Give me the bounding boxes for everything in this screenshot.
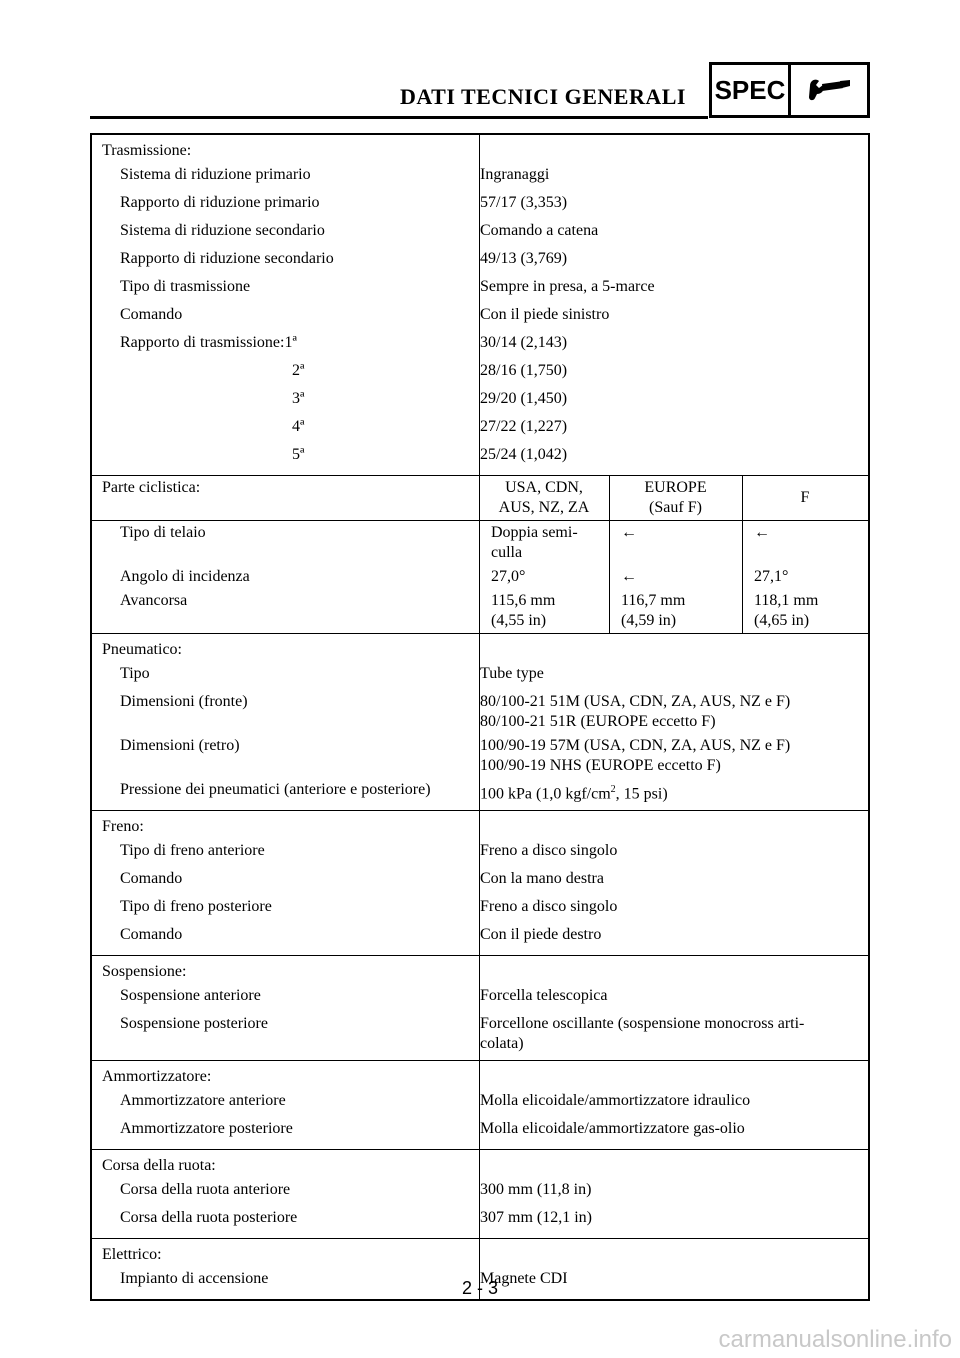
wrench-icon-svg [804,76,854,104]
gear-row [92,359,868,387]
col-usa [479,478,609,518]
spec-key [92,417,464,441]
spec-row [92,247,868,275]
spec-key: Tipo di trasmissione [120,278,251,295]
col-europe-line1: EUROPE [644,479,707,496]
spec-row [92,191,868,219]
spec-value-usa: 27,0° [491,568,526,585]
col-f: F [800,489,810,506]
spec-value: 57/17 (3,353) [480,194,568,211]
section-sospensione [92,955,868,1060]
spec-value-europe: ← [621,568,637,585]
column-divider [479,1061,480,1149]
value-line: 80/100-21 51M (USA, CDN, ZA, AUS, NZ e F) [480,693,791,710]
spec-key: Dimensioni (retro) [120,737,240,754]
spec-value [464,1014,868,1054]
gear-number: 3ª [292,390,305,407]
section-ciclistica [92,475,868,633]
spec-key [92,445,464,469]
value-line: colata) [480,1035,524,1053]
gear-label: Rapporto di trasmissione: [120,334,285,351]
gear-number: 1ª [284,334,297,351]
spec-label-box: SPEC [709,62,791,118]
spec-value: Freno a disco singolo [480,842,618,860]
value-line: 116,7 mm [621,592,686,609]
spec-value: 49/13 (3,769) [480,250,568,267]
watermark: carmanualsonline.info [718,1326,952,1353]
spec-row [92,867,868,895]
spec-value [464,780,868,804]
spec-key: Tipo di telaio [120,524,206,541]
column-divider [479,956,480,1060]
spec-row [92,984,868,1012]
section-freno [92,810,868,955]
section-corsa [92,1149,868,1238]
section-label: Elettrico: [102,1246,162,1264]
spec-value-usa [479,591,609,631]
spec-row [92,778,868,806]
spec-row [92,1206,868,1234]
spec-row [92,734,868,778]
col-europe [609,478,742,518]
section-label: Pneumatico: [102,641,182,658]
value-line: 100/90-19 NHS (EUROPE eccetto F) [480,757,721,774]
gear-row [92,387,868,415]
spec-key [92,361,464,385]
spec-value: 25/24 (1,042) [480,446,568,463]
spec-key: Comando [120,306,183,323]
spec-key: Dimensioni (fronte) [120,693,248,710]
spec-key: Tipo [120,665,150,682]
spec-value: Comando a catena [480,222,599,239]
spec-key: Avancorsa [120,592,188,609]
column-divider [479,135,480,475]
spec-value: Con il piede destro [480,926,602,944]
spec-row [92,1117,868,1145]
page-number: 2 - 3 [461,1278,499,1298]
spec-key: Ammortizzatore anteriore [120,1092,286,1110]
page-title: DATI TECNICI GENERALI [400,84,686,109]
gear-row [92,443,868,471]
spec-key: Comando [120,870,183,888]
value-part: , 15 psi) [615,785,668,803]
spec-row [92,303,868,331]
spec-table [90,133,870,1301]
spec-value: Molla elicoidale/ammortizzatore idraulico [480,1092,751,1110]
spec-key: Corsa della ruota anteriore [120,1181,291,1199]
spec-key [92,389,464,413]
spec-key: Sospensione anteriore [120,987,261,1005]
spec-key: Sospensione posteriore [120,1015,268,1033]
spec-row [92,839,868,867]
spec-row [92,662,868,690]
spec-key: Tipo di freno posteriore [120,898,272,916]
section-label: Freno: [102,818,144,836]
wrench-icon [788,62,870,118]
spec-value: 29/20 (1,450) [480,390,568,407]
spec-row [92,690,868,734]
spec-value: 307 mm (12,1 in) [480,1209,592,1227]
column-divider [479,476,480,633]
spec-key [92,333,464,357]
spec-value: Freno a disco singolo [480,898,618,916]
spec-row [92,163,868,191]
section-trasmissione [92,135,868,475]
value-line: (4,59 in) [621,612,677,629]
column-divider [742,476,743,633]
spec-value: Con la mano destra [480,870,604,888]
spec-key: Sistema di riduzione primario [120,166,311,183]
spec-row [92,895,868,923]
spec-key: Rapporto di riduzione primario [120,194,320,211]
value-line: 80/100-21 51R (EUROPE eccetto F) [480,713,716,730]
spec-value: 300 mm (11,8 in) [480,1181,592,1199]
spec-value: Molla elicoidale/ammortizzatore gas-olio [480,1120,745,1138]
spec-row [92,1089,868,1117]
section-label: Ammortizzatore: [102,1068,212,1086]
col-usa-line2: AUS, NZ, ZA [498,499,590,516]
value-line: 118,1 mm [754,592,819,609]
ciclistica-header [92,476,868,520]
spec-key: Impianto di accensione [120,1270,269,1288]
spec-value-europe [609,591,742,631]
value-line: 115,6 mm [491,592,556,609]
spec-key: Rapporto di riduzione secondario [120,250,334,267]
value-line: (4,65 in) [754,612,810,629]
spec-row [92,219,868,247]
spec-key: Ammortizzatore posteriore [120,1120,293,1138]
spec-value: Tube type [480,665,544,682]
spec-value: Ingranaggi [480,166,550,183]
col-usa-line1: USA, CDN, [505,479,583,496]
gear-row [92,415,868,443]
spec-row [92,1012,868,1056]
gear-row [92,331,868,359]
column-divider [479,811,480,955]
spec-value [464,692,868,732]
spec-key: Comando [120,926,183,944]
column-divider [479,1150,480,1238]
spec-key: Pressione dei pneumatici (anteriore e posteriore) [120,781,431,798]
spec-value-europe: ← [621,524,637,541]
section-label: Trasmissione: [102,142,192,159]
spec-key: Tipo di freno anteriore [120,842,265,860]
spec-value [464,736,868,776]
value-part: 100 kPa (1,0 kgf/cm [480,785,611,803]
header-rule [90,116,708,119]
spec-value-usa [479,523,609,563]
spec-value: Forcella telescopica [480,987,608,1005]
gear-number: 2ª [292,362,305,379]
spec-row [92,923,868,951]
value-line: Doppia semi- [491,524,578,541]
gear-number: 4ª [292,418,305,435]
spec-value: Con il piede sinistro [480,306,610,323]
value-line: 100/90-19 57M (USA, CDN, ZA, AUS, NZ e F) [480,737,791,754]
spec-key: Corsa della ruota posteriore [120,1209,298,1227]
col-europe-line2: (Sauf F) [649,499,702,516]
spec-key: Angolo di incidenza [120,568,250,585]
section-pneumatico [92,633,868,810]
value-line: (4,55 in) [491,612,547,629]
spec-value: 30/14 (2,143) [480,334,568,351]
column-divider [479,634,480,810]
spec-value: 28/16 (1,750) [480,362,568,379]
spec-value: Magnete CDI [480,1270,568,1288]
value-line: culla [491,544,523,561]
ciclistica-row [92,523,868,563]
spec-key: Sistema di riduzione secondario [120,222,325,239]
spec-value: 27/22 (1,227) [480,418,568,435]
value-line: Forcellone oscillante (sospensione monocross arti- [480,1015,805,1033]
section-label: Corsa della ruota: [102,1157,216,1175]
column-divider [609,476,610,633]
spec-value: Sempre in presa, a 5-marce [480,278,655,295]
section-label: Parte ciclistica: [102,479,201,496]
spec-row [92,1178,868,1206]
spec-row [92,275,868,303]
spec-value-f: ← [754,524,770,541]
section-label: Sospensione: [102,963,187,981]
spec-value-f: 27,1° [754,568,789,585]
section-ammortizzatore [92,1060,868,1149]
superscript: 2 [610,784,616,795]
ciclistica-row [92,567,868,587]
ciclistica-row [92,591,868,631]
spec-value-f [742,591,868,631]
gear-number: 5ª [292,446,305,463]
